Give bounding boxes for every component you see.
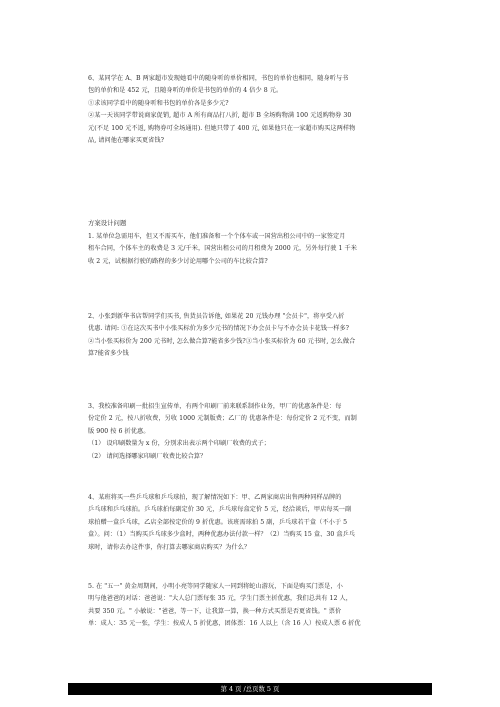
p4-line: 球拍赠一盒乒乓球，乙店全部按定价的 9 折优惠。该班需球拍 5 副，乒乓球若干盒（不小于 5 (88, 518, 348, 526)
p2-line: 优惠. 请问: ①在这次买书中小张买标价为多少元书的情况下办会员卡与不办会员卡花钱一样多? (88, 325, 350, 333)
section-heading: 方案设计问题 (88, 219, 127, 227)
p3-line: （2） 请问选择哪家印刷厂收费比较合算？ (88, 452, 207, 460)
q6-line: 品, 请问他在哪家买更省钱? (88, 137, 165, 145)
problem-2 (88, 311, 418, 361)
p4-line: 盒）。问：（1）当购买乒乓球多少盒时，两种优惠办法付款一样？（2）当购买 15 盒、30 盒乒乓 (88, 531, 356, 539)
problem-3 (88, 401, 418, 463)
q6-line: 6、某同学在 A、B 两家超市发现她看中的随身听的单价相同，书包的单价也相同，随身听与书 (88, 75, 349, 82)
q6-line: 元(不足 100 元不返, 购物券可全场通用). 但她只带了 400 元, 如果他只在一家超市购买这两样物 (88, 124, 356, 132)
problem-5 (88, 581, 418, 631)
p3-line: 份定价 2 元，按八折收费，另收 1000 元制版费；乙厂的 优惠条件是：每份定价 2 元不变，而制 (88, 415, 357, 423)
p3-line: （1） 设印刷数量为 x 份，分别求出表示两个印刷厂收费的式子； (88, 440, 270, 448)
question-6 (88, 73, 418, 147)
q6-line: 包的单价和是 452 元，且随身听的单价是书包的单价的 4 倍少 8 元。 (88, 87, 283, 95)
p2-line: ②当小张买标价为 200 元书时, 怎么做合算?能省多少钱?③当小张买标价为 60 元书时, 怎么做合 (88, 337, 356, 345)
p5-line: 共要 350 元。" 小敏说："爸爸，等一下，让我算一算，换一种方式买票是否更省钱。" 票价 (88, 607, 342, 615)
page-footer: 第 4 页 /总页数 5 页 (68, 683, 432, 695)
p5-line: 5. 在 "五一" 黄金周期间，小明小亮等同学随家人一同到将蛇山游玩，下面是购买门票是，小 (88, 583, 343, 590)
q6-line: ①求该同学看中的随身听和书包的单价各是多少元? (88, 99, 229, 107)
problem-4 (88, 492, 418, 554)
p1-line: 收 2 元，试根据行驶的路程的多少讨论用哪个公司的车比较合算? (88, 257, 268, 265)
p4-line: 球时，请你去办这件事，你打算去哪家商店购买？为什么？ (88, 543, 251, 551)
p4-line: 4、某班将买一些乒乓球和乒乓球拍，现了解情况如下：甲、乙两家商店出售两种同样品牌的 (88, 494, 342, 501)
p3-line: 3、我校准备印刷一批招生宣传单，有两个印刷厂前来联系制作业务，甲厂的优惠条件是：每 (88, 403, 342, 410)
problem-1 (88, 231, 418, 268)
p2-line: 2、小张到新华书店帮同学们买书, 售货员告诉他, 如果花 20 元钱办理 "会员卡"，将享受八折 (88, 313, 345, 320)
p2-line: 算?能省多少钱 (88, 350, 129, 358)
p1-line: 1. 某单位急需用车，但又不需买车，他们准备和一个个体车或一国营出租公司中的一家签定月 (88, 233, 346, 240)
p1-line: 租车合同，个体车主的收费是 3 元/千米，国营出租公司的月租费为 2000 元，另外每行驶 1 千米 (88, 245, 357, 253)
p5-line: 单：成人：35 元一张，学生：按成人 5 折优惠，团体票：16 人以上（含 16 人）按成人票 6 折优 (88, 620, 361, 628)
p5-line: 明与他爸爸的对话：爸爸说："大人总门票每张 35 元，学生门票主折优惠，我们总共有 12 人， (88, 595, 352, 603)
p3-line: 版 900 按 6 折优惠。 (88, 427, 150, 435)
p4-line: 乒乓球和乒乓球拍。乒乓球拍每副定价 30 元，乒乓球每盒定价 5 元，经洽谈后，甲店每买一副 (88, 506, 352, 514)
q6-line: ②某一天该同学带说商家促销, 超市 A 所有商品打八折, 超市 B 全场购物满 100 元返购物券 30 (88, 112, 352, 120)
